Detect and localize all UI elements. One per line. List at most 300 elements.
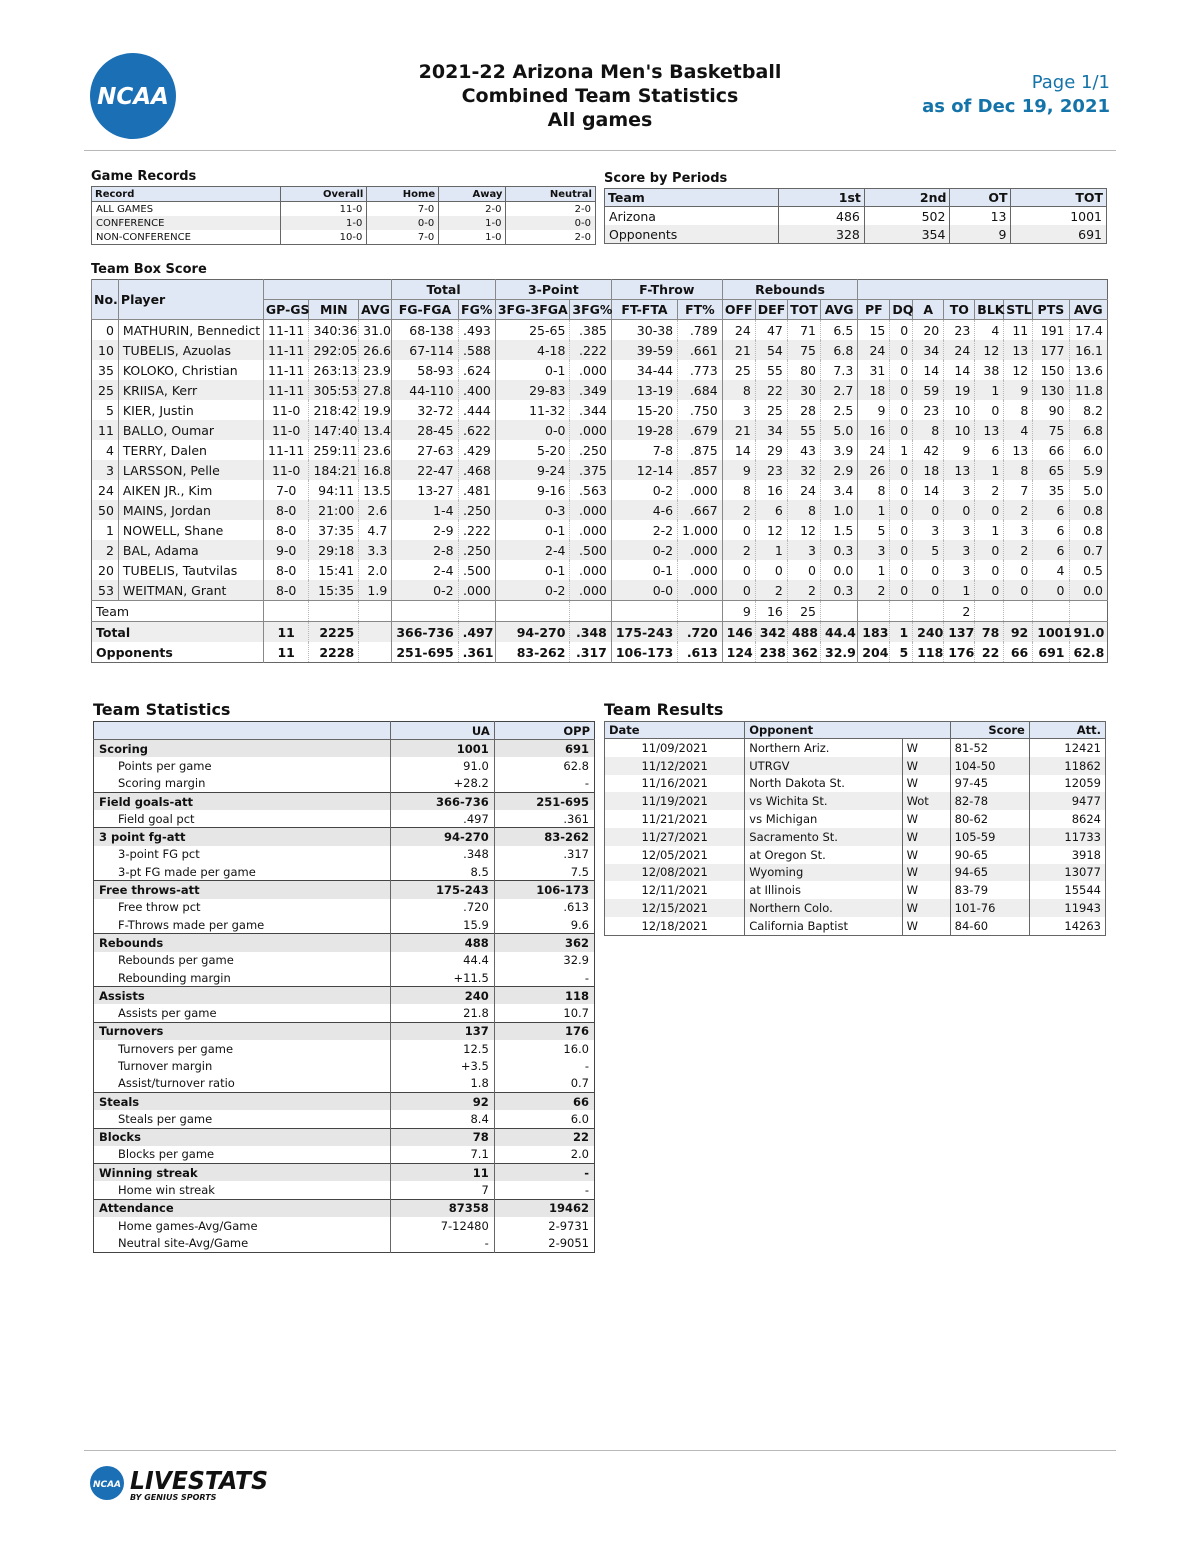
results-row — [605, 739, 1106, 757]
team-stats-row — [94, 863, 595, 881]
box-cell: 2 — [755, 580, 787, 601]
team-stats-row — [94, 1040, 595, 1057]
box-cell: 3 — [944, 560, 975, 580]
box-cell: .000 — [570, 520, 611, 540]
box-cell: 9-0 — [263, 540, 309, 560]
team-stats-ua: +3.5 — [390, 1057, 494, 1074]
team-statistics-table — [93, 721, 595, 1253]
box-cell: 0.8 — [1069, 520, 1108, 540]
team-statistics-title: Team Statistics — [93, 700, 231, 719]
box-cell: 1.000 — [678, 520, 723, 540]
box-cell: 11-11 — [263, 360, 309, 380]
team-stats-label: 3-pt FG made per game — [118, 864, 256, 879]
team-stats-opp: 2.0 — [494, 1146, 594, 1164]
game-records-row — [92, 202, 596, 217]
box-cell: 6 — [755, 500, 787, 520]
box-cell: 92 — [1004, 622, 1033, 643]
results-opponent: Wyoming — [745, 864, 902, 882]
team-stats-label: Blocks — [94, 1128, 391, 1146]
box-cell: 12-14 — [611, 460, 677, 480]
box-cell: 15:35 — [309, 580, 359, 601]
box-cell: 2 — [722, 500, 755, 520]
box-cell: .857 — [678, 460, 723, 480]
results-att: 9477 — [1029, 792, 1105, 810]
box-cell: .684 — [678, 380, 723, 400]
game-records-cell: 0-0 — [506, 216, 596, 230]
box-cell: 0-1 — [611, 560, 677, 580]
team-results-title: Team Results — [604, 700, 724, 719]
box-cell — [309, 601, 359, 622]
score-periods-col-1: 1st — [779, 189, 865, 207]
box-cell: 29 — [755, 440, 787, 460]
box-cell: 8 — [858, 480, 890, 500]
box-cell: 2228 — [309, 642, 359, 663]
box-cell: .613 — [678, 642, 723, 663]
box-team-row — [92, 601, 1108, 622]
team-stats-row — [94, 1004, 595, 1022]
box-cell: 83-262 — [495, 642, 570, 663]
box-cell: 0-1 — [495, 560, 570, 580]
box-cell: 0-3 — [495, 500, 570, 520]
team-stats-opp: 32.9 — [494, 952, 594, 969]
team-stats-ua: 91.0 — [390, 757, 494, 774]
box-col-13: TOT — [787, 300, 820, 320]
box-cell: 24 — [858, 340, 890, 360]
results-date: 12/08/2021 — [605, 864, 745, 882]
box-cell: .222 — [570, 340, 611, 360]
game-records-cell: 1-0 — [439, 216, 506, 230]
results-opponent: UTRGV — [745, 757, 902, 775]
box-cell: 1 — [858, 560, 890, 580]
box-cell: 4 — [1033, 560, 1069, 580]
box-cell: 3 — [92, 460, 119, 480]
team-stats-label: Home win streak — [118, 1183, 215, 1198]
box-cell: 1-4 — [392, 500, 458, 520]
box-cell: NOWELL, Shane — [118, 520, 263, 540]
box-group-blank-2 — [858, 280, 1108, 300]
team-stats-ua: 8.5 — [390, 863, 494, 881]
box-cell: 2225 — [309, 622, 359, 643]
results-col-att: Att. — [1029, 722, 1105, 739]
box-cell: 0 — [1033, 580, 1069, 601]
box-cell: 5 — [858, 520, 890, 540]
box-col-17: A — [913, 300, 944, 320]
box-cell: 0.3 — [821, 540, 858, 560]
box-cell: .500 — [570, 540, 611, 560]
box-cell: 4 — [92, 440, 119, 460]
team-stats-label: Free throw pct — [118, 900, 201, 915]
box-cell: 32-72 — [392, 400, 458, 420]
score-periods-cell: 328 — [779, 225, 865, 244]
team-stats-label: Rebounds per game — [118, 953, 234, 968]
team-stats-opp: 6.0 — [494, 1110, 594, 1128]
results-col-score: Score — [950, 722, 1029, 739]
results-outcome: W — [902, 828, 950, 846]
score-periods-cell: 502 — [864, 207, 950, 226]
box-cell: 305:53 — [309, 380, 359, 400]
results-row — [605, 792, 1106, 810]
box-cell: 3 — [1004, 520, 1033, 540]
team-stats-row — [94, 952, 595, 969]
box-cell: 0 — [890, 480, 913, 500]
box-cell: .588 — [458, 340, 495, 360]
box-cell: 240 — [913, 622, 944, 643]
box-cell: 29:18 — [309, 540, 359, 560]
box-cell: TERRY, Dalen — [118, 440, 263, 460]
score-periods-cell: 691 — [1011, 225, 1107, 244]
box-cell: 8-0 — [263, 500, 309, 520]
box-cell: 0-1 — [495, 360, 570, 380]
box-cell: 6.8 — [1069, 420, 1108, 440]
box-cell: .344 — [570, 400, 611, 420]
box-cell: 2.6 — [359, 500, 392, 520]
box-col-14: AVG — [821, 300, 858, 320]
footer-divider — [84, 1450, 1116, 1451]
box-cell — [890, 601, 913, 622]
team-stats-label: Turnover margin — [118, 1058, 213, 1073]
box-cell: .349 — [570, 380, 611, 400]
box-cell: 0 — [890, 460, 913, 480]
results-att: 11733 — [1029, 828, 1105, 846]
box-cell: 0.0 — [821, 560, 858, 580]
team-stats-ua: 1001 — [390, 740, 494, 758]
box-cell: 0 — [890, 560, 913, 580]
box-cell: 55 — [755, 360, 787, 380]
box-cell: 2 — [722, 540, 755, 560]
box-cell: 259:11 — [309, 440, 359, 460]
box-cell: 6 — [1033, 540, 1069, 560]
box-cell: 13 — [944, 460, 975, 480]
team-stats-label: 3 point fg-att — [94, 828, 391, 846]
box-cell: 4-18 — [495, 340, 570, 360]
team-stats-opp: 83-262 — [494, 828, 594, 846]
livestats-sub: BY GENIUS SPORTS — [130, 1493, 217, 1502]
box-cell: 6.8 — [821, 340, 858, 360]
box-cell: 18 — [913, 460, 944, 480]
box-cell: 16.1 — [1069, 340, 1108, 360]
score-by-periods-title: Score by Periods — [604, 171, 728, 186]
box-col-12: DEF — [755, 300, 787, 320]
team-stats-ua: 7-12480 — [390, 1217, 494, 1234]
box-cell: 23.9 — [359, 360, 392, 380]
box-cell: 6.5 — [821, 320, 858, 341]
box-cell: .000 — [570, 580, 611, 601]
box-cell: 2-4 — [392, 560, 458, 580]
box-cell: 0.3 — [821, 580, 858, 601]
box-col-no: No. — [92, 280, 119, 320]
box-cell: 0-1 — [495, 520, 570, 540]
results-outcome: W — [902, 917, 950, 935]
results-row — [605, 757, 1106, 775]
box-player-row — [92, 540, 1108, 560]
results-opponent: at Oregon St. — [745, 846, 902, 864]
box-cell: 13.4 — [359, 420, 392, 440]
box-cell: 53 — [92, 580, 119, 601]
team-stats-opp: - — [494, 969, 594, 987]
box-cell: 42 — [913, 440, 944, 460]
team-stats-opp: 176 — [494, 1022, 594, 1040]
team-stats-ua: 7 — [390, 1181, 494, 1199]
box-cell: 106-173 — [611, 642, 677, 663]
box-cell: 0 — [890, 420, 913, 440]
box-cell: 94:11 — [309, 480, 359, 500]
box-cell: .000 — [678, 540, 723, 560]
box-cell — [263, 601, 309, 622]
team-stats-row — [94, 916, 595, 934]
box-cell: LARSSON, Pelle — [118, 460, 263, 480]
box-cell: .789 — [678, 320, 723, 341]
box-cell: 25 — [755, 400, 787, 420]
box-cell: 11-32 — [495, 400, 570, 420]
box-cell: 1 — [975, 520, 1004, 540]
team-stats-label: Field goals-att — [94, 792, 391, 810]
results-att: 3918 — [1029, 846, 1105, 864]
box-cell — [570, 601, 611, 622]
box-cell: 4 — [975, 320, 1004, 341]
team-stats-label: Scoring — [94, 740, 391, 758]
box-cell: 6.0 — [1069, 440, 1108, 460]
box-col-2: GP-GS — [263, 300, 309, 320]
box-cell: 25 — [722, 360, 755, 380]
box-cell: 25-65 — [495, 320, 570, 341]
box-cell: MATHURIN, Bennedict — [118, 320, 263, 341]
team-stats-opp: 691 — [494, 740, 594, 758]
box-cell: 7-8 — [611, 440, 677, 460]
team-stats-ua: 44.4 — [390, 952, 494, 969]
box-cell: 150 — [1033, 360, 1069, 380]
box-col-player: Player — [118, 280, 263, 320]
box-cell: 0 — [890, 520, 913, 540]
team-stats-ua: 8.4 — [390, 1110, 494, 1128]
team-stats-col-0 — [94, 722, 391, 740]
team-stats-opp: 2-9731 — [494, 1217, 594, 1234]
box-cell: 1 — [975, 380, 1004, 400]
box-cell — [359, 601, 392, 622]
team-stats-row — [94, 899, 595, 916]
box-cell: 43 — [787, 440, 820, 460]
results-opponent: California Baptist — [745, 917, 902, 935]
box-cell: 34-44 — [611, 360, 677, 380]
game-records-title: Game Records — [91, 169, 197, 184]
team-stats-label: Turnovers per game — [118, 1041, 234, 1056]
box-cell: 4 — [1004, 420, 1033, 440]
box-cell: 78 — [975, 622, 1004, 643]
box-cell: 8 — [913, 420, 944, 440]
team-stats-opp: .317 — [494, 846, 594, 863]
team-stats-ua: 12.5 — [390, 1040, 494, 1057]
box-cell: 5 — [92, 400, 119, 420]
box-cell: .500 — [458, 560, 495, 580]
box-cell: 3 — [787, 540, 820, 560]
box-cell: 0 — [913, 560, 944, 580]
team-stats-label: Assist/turnover ratio — [118, 1076, 235, 1091]
box-cell: 54 — [755, 340, 787, 360]
box-cell: 9-24 — [495, 460, 570, 480]
box-opponents-row — [92, 642, 1108, 663]
box-cell: 21 — [722, 340, 755, 360]
box-cell: 21:00 — [309, 500, 359, 520]
box-cell: 0 — [890, 380, 913, 400]
game-records-cell: 7-0 — [367, 202, 439, 217]
results-score: 90-65 — [950, 846, 1029, 864]
box-cell: 11 — [1004, 320, 1033, 341]
box-player-row — [92, 380, 1108, 400]
box-cell: 28 — [787, 400, 820, 420]
box-cell: 10 — [92, 340, 119, 360]
score-periods-row — [605, 207, 1107, 226]
box-cell: 0 — [944, 500, 975, 520]
box-cell: .400 — [458, 380, 495, 400]
team-stats-label: Rebounds — [94, 934, 391, 952]
team-stats-label: 3-point FG pct — [118, 847, 200, 862]
box-cell: .000 — [570, 560, 611, 580]
ncaa-logo — [88, 52, 178, 140]
box-cell: 0.8 — [1069, 500, 1108, 520]
box-cell: 13 — [975, 420, 1004, 440]
box-cell: 0 — [975, 580, 1004, 601]
box-col-4: AVG — [359, 300, 392, 320]
team-stats-label: Free throws-att — [94, 881, 391, 899]
box-cell: 2 — [1004, 500, 1033, 520]
team-stats-label: Assists — [94, 987, 391, 1005]
game-records-cell: 2-0 — [506, 230, 596, 245]
results-score: 81-52 — [950, 739, 1029, 757]
box-cell: 44-110 — [392, 380, 458, 400]
score-periods-cell: Arizona — [609, 208, 656, 224]
box-cell: 15-20 — [611, 400, 677, 420]
ncaa-logo-text: NCAA — [97, 84, 169, 110]
box-cell: 0.7 — [1069, 540, 1108, 560]
team-stats-label: Assists per game — [118, 1006, 217, 1021]
box-cell: 1.5 — [821, 520, 858, 540]
team-stats-opp: 106-173 — [494, 881, 594, 899]
box-cell: 0 — [92, 320, 119, 341]
box-cell: 0 — [890, 540, 913, 560]
box-cell: 19.9 — [359, 400, 392, 420]
box-cell: 30 — [787, 380, 820, 400]
box-cell: Team — [92, 601, 264, 622]
results-row — [605, 828, 1106, 846]
box-cell: 29-83 — [495, 380, 570, 400]
team-stats-row — [94, 881, 595, 899]
results-score: 94-65 — [950, 864, 1029, 882]
box-cell: 37:35 — [309, 520, 359, 540]
box-col-9: FT-FTA — [611, 300, 677, 320]
box-player-row — [92, 400, 1108, 420]
box-cell: 11-11 — [263, 320, 309, 341]
box-col-3: MIN — [309, 300, 359, 320]
box-cell: 11-0 — [263, 420, 309, 440]
box-cell: 5.0 — [1069, 480, 1108, 500]
box-cell: 0 — [975, 400, 1004, 420]
box-cell: 0 — [890, 580, 913, 601]
box-cell: TUBELIS, Tautvilas — [118, 560, 263, 580]
team-stats-opp: 16.0 — [494, 1040, 594, 1057]
team-stats-label: Blocks per game — [118, 1147, 215, 1162]
score-periods-cell: 486 — [779, 207, 865, 226]
results-opponent: Northern Ariz. — [745, 739, 902, 757]
team-stats-ua: 21.8 — [390, 1004, 494, 1022]
box-cell: .385 — [570, 320, 611, 341]
team-stats-col-1: UA — [390, 722, 494, 740]
box-col-6: FG% — [458, 300, 495, 320]
results-outcome: W — [902, 810, 950, 828]
box-cell: 0 — [1004, 560, 1033, 580]
box-cell: 0 — [755, 560, 787, 580]
box-cell: .000 — [570, 360, 611, 380]
box-cell: 66 — [1033, 440, 1069, 460]
box-cell: MAINS, Jordan — [118, 500, 263, 520]
team-stats-row — [94, 828, 595, 846]
team-stats-ua: .497 — [390, 810, 494, 828]
report-title-line-2: Combined Team Statistics — [461, 85, 739, 107]
results-col-date: Date — [605, 722, 745, 739]
box-score-table — [91, 279, 1108, 663]
team-stats-opp: 251-695 — [494, 792, 594, 810]
box-cell: .720 — [678, 622, 723, 643]
box-cell: 22-47 — [392, 460, 458, 480]
results-att: 11862 — [1029, 757, 1105, 775]
results-date: 11/27/2021 — [605, 828, 745, 846]
results-opponent: vs Wichita St. — [745, 792, 902, 810]
box-cell: 488 — [787, 622, 820, 643]
box-cell: 0 — [975, 560, 1004, 580]
team-stats-row — [94, 987, 595, 1005]
team-stats-row — [94, 1199, 595, 1217]
results-row — [605, 775, 1106, 793]
box-cell — [913, 601, 944, 622]
score-periods-cell: Opponents — [605, 225, 779, 244]
box-player-row — [92, 520, 1108, 540]
box-cell: 24 — [944, 340, 975, 360]
box-cell: 2.9 — [821, 460, 858, 480]
team-stats-row — [94, 810, 595, 828]
box-cell: 24 — [722, 320, 755, 341]
box-col-8: 3FG% — [570, 300, 611, 320]
box-cell: 23 — [755, 460, 787, 480]
box-cell: 1001 — [1033, 622, 1069, 643]
box-cell — [975, 601, 1004, 622]
box-col-21: PTS — [1033, 300, 1069, 320]
box-cell: .250 — [458, 500, 495, 520]
box-cell: 20 — [92, 560, 119, 580]
box-cell: .429 — [458, 440, 495, 460]
box-cell: 5.0 — [821, 420, 858, 440]
box-cell: 14 — [722, 440, 755, 460]
box-cell: 118 — [913, 642, 944, 663]
box-cell: 8.2 — [1069, 400, 1108, 420]
box-cell: 8 — [1004, 400, 1033, 420]
results-outcome: W — [902, 881, 950, 899]
box-cell: 0.0 — [1069, 580, 1108, 601]
team-stats-label: Points per game — [118, 758, 212, 773]
game-records-cell: 1-0 — [439, 230, 506, 245]
box-cell: 0 — [722, 560, 755, 580]
box-cell: BAL, Adama — [118, 540, 263, 560]
box-cell — [359, 622, 392, 643]
box-cell: 3 — [944, 480, 975, 500]
box-cell: 4-6 — [611, 500, 677, 520]
results-score: 105-59 — [950, 828, 1029, 846]
box-cell: 2 — [92, 540, 119, 560]
results-date: 12/05/2021 — [605, 846, 745, 864]
box-cell — [1004, 601, 1033, 622]
team-stats-ua: 11 — [390, 1164, 494, 1182]
box-cell: 13-19 — [611, 380, 677, 400]
box-cell: 9 — [722, 601, 755, 622]
team-stats-label: Rebounding margin — [118, 970, 231, 985]
score-periods-col-0: Team — [605, 189, 779, 207]
